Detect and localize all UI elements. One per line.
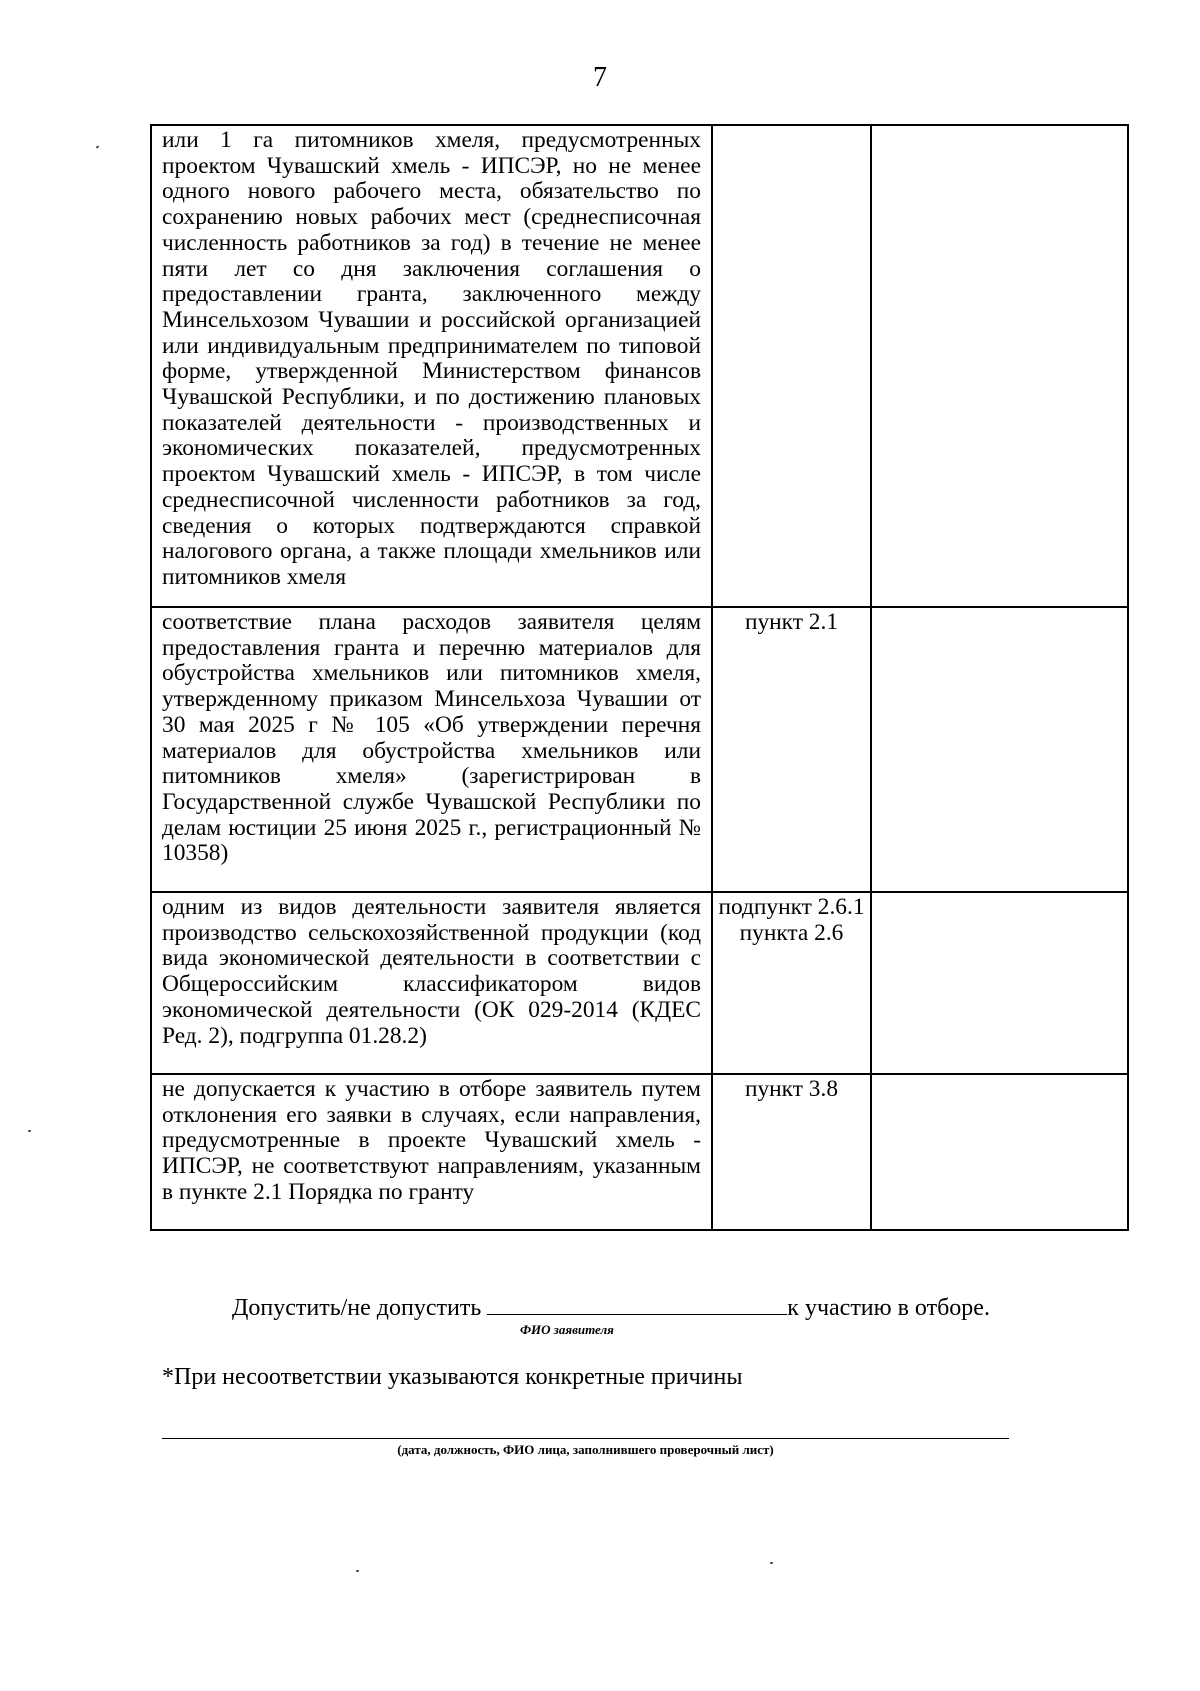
criterion-reference: пункт 2.1	[712, 607, 871, 892]
criteria-table	[150, 124, 1129, 1231]
criterion-text: соответствие плана расходов заявителя целям предоставления гранта и перечню материалов для обустройства хмельников или питомников хмеля, утвержденному приказом Минсельхоза Чувашии от 30 мая 2025 г № 105 «Об утверждении перечня материалов для обустройства хмельников или питомников хмеля» (зарегистрирован в Государственной службе Чувашской Республики по делам юстиции 25 июня 2025 г., регистрационный № 10358)	[151, 607, 712, 892]
criterion-text: или 1 га питомников хмеля, предусмотренных проектом Чувашский хмель - ИПСЭР, но не менее одного нового рабочего места, обязательство по сохранению новых рабочих мест (среднесписочная численность работников за год) в течение не менее пяти лет со дня заключения соглашения о предоставлении гранта, заключенного между Минсельхозом Чувашии и российской организацией или индивидуальным предпринимателем по типовой форме, утвержденной Министерством финансов Чувашской Республики, и по достижению плановых показателей деятельности - производственных и экономических показателей, предусмотренных проектом Чувашский хмель - ИПСЭР, в том числе среднесписочной численности работников за год, сведения о которых подтверждаются справкой налогового органа, а также площади хмельников или питомников хмеля	[151, 125, 712, 607]
table-row	[151, 125, 1128, 607]
scan-speck	[770, 1562, 773, 1564]
footnote: *При несоответствии указываются конкретные причины	[162, 1364, 743, 1390]
signature-line	[162, 1438, 1009, 1439]
decision-line	[232, 1292, 990, 1322]
criterion-text: не допускается к участию в отборе заявитель путем отклонения его заявки в случаях, если направления, предусмотренные в проекте Чувашский хмель - ИПСЭР, не соответствуют направлениям, указанным в пункте 2.1 Порядка по гранту	[151, 1074, 712, 1230]
page-number: 7	[593, 62, 607, 93]
criterion-note-cell	[871, 892, 1128, 1074]
criterion-reference: подпункт 2.6.1 пункта 2.6	[712, 892, 871, 1074]
applicant-name-caption: ФИО заявителя	[520, 1322, 614, 1337]
table-row	[151, 1074, 1128, 1230]
scan-speck	[96, 145, 100, 148]
scan-speck	[28, 1130, 31, 1132]
decision-suffix: к участию в отборе.	[787, 1295, 990, 1321]
table-row	[151, 607, 1128, 892]
criterion-reference: пункт 3.8	[712, 1074, 871, 1230]
criterion-text: одним из видов деятельности заявителя является производство сельскохозяйственной продукции (код вида экономической деятельности в соответствии с Общероссийским классификатором видов экономической деятельности (ОК 029-2014 (КДЕС Ред. 2), подгруппа 01.28.2)	[151, 892, 712, 1074]
decision-prefix: Допустить/не допустить	[232, 1295, 482, 1321]
applicant-name-blank	[487, 1292, 787, 1315]
table-row	[151, 892, 1128, 1074]
scan-speck	[356, 1570, 359, 1572]
criterion-note-cell	[871, 1074, 1128, 1230]
criterion-note-cell	[871, 125, 1128, 607]
criterion-note-cell	[871, 607, 1128, 892]
signature-caption: (дата, должность, ФИО лица, заполнившего проверочный лист)	[397, 1442, 774, 1457]
criterion-reference	[712, 125, 871, 607]
